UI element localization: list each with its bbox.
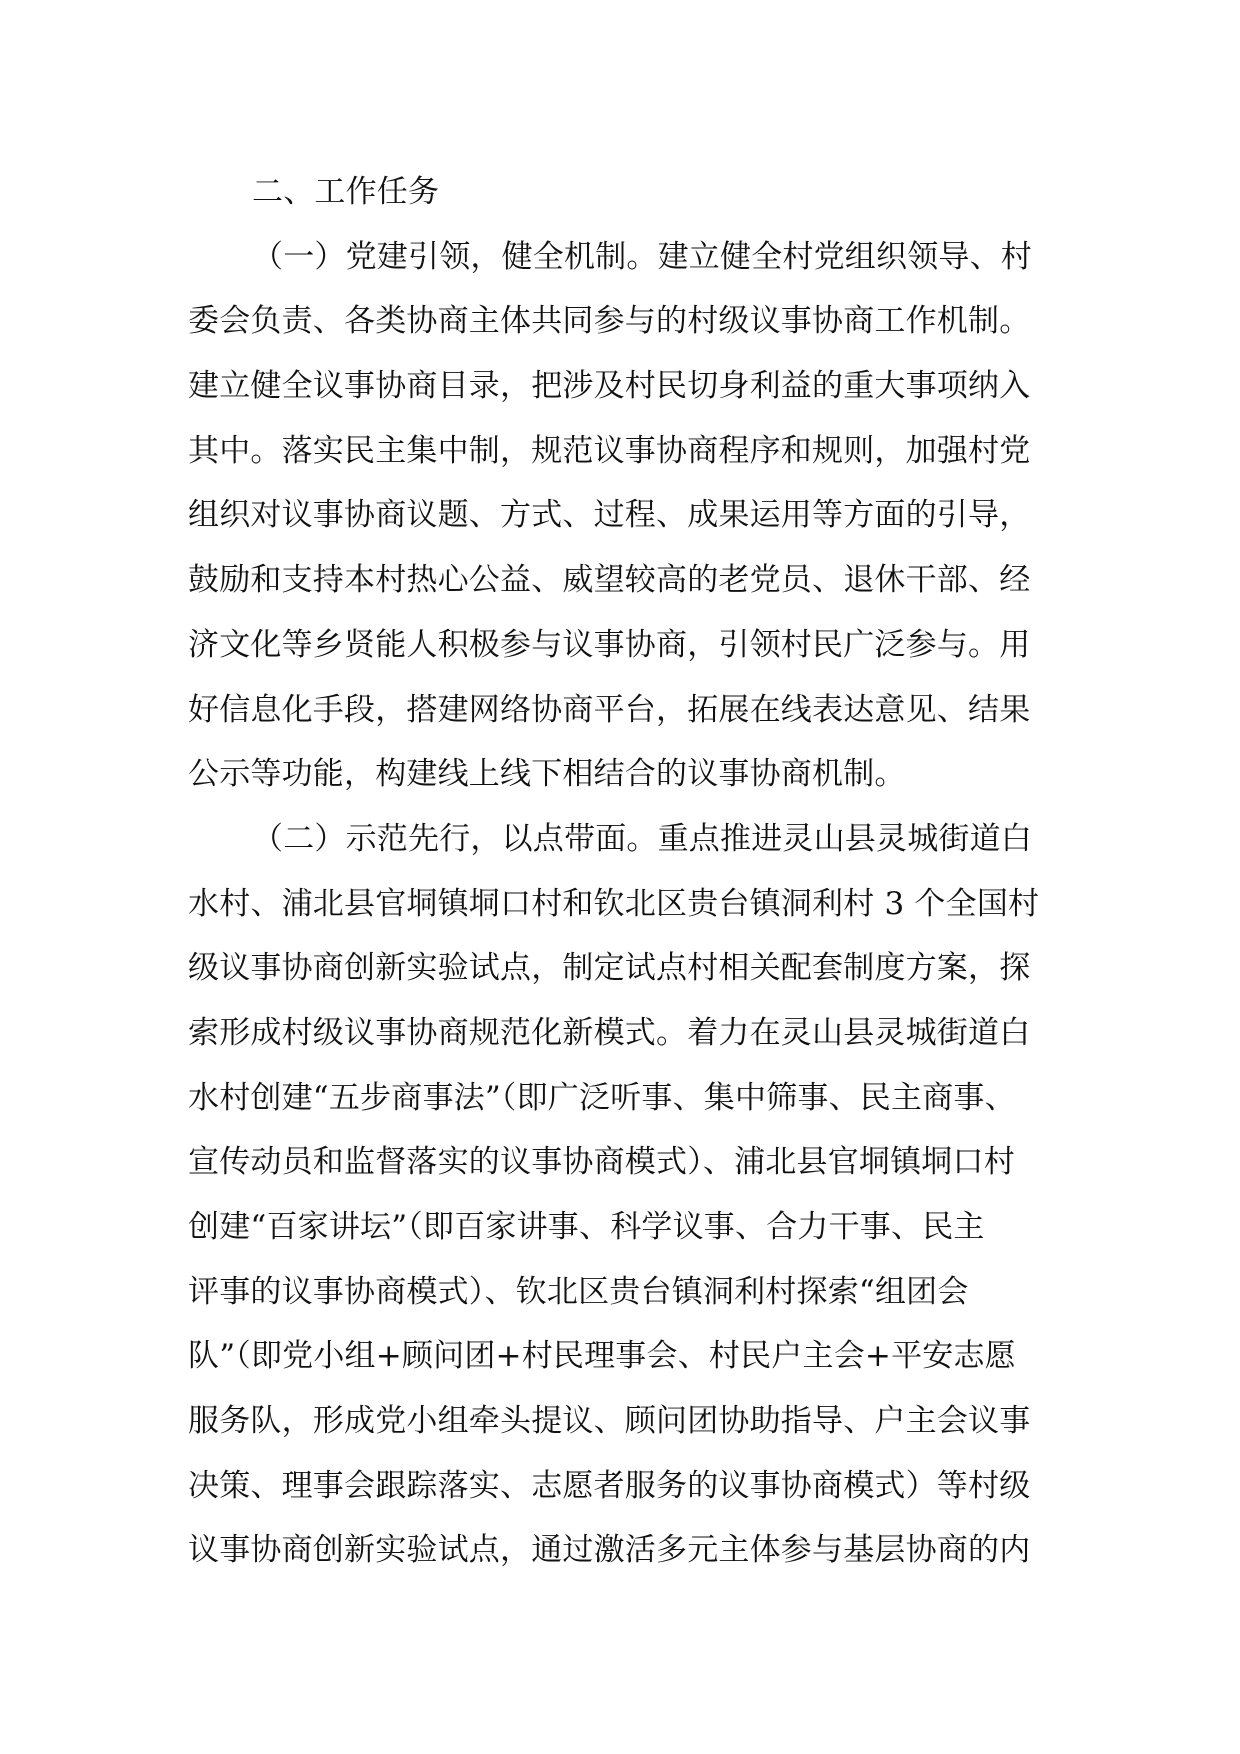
paragraph-line: 公示等功能，构建线上线下相结合的议事协商机制。 [188,756,906,793]
paragraph-line: 创建“百家讲坛”（即百家讲事、科学议事、合力干事、民主 [188,1209,985,1245]
paragraph-line: 决策、理事会跟踪落实、志愿者服务的议事协商模式）等村级 [188,1467,1031,1504]
paragraph-line: 宣传动员和监督落实的议事协商模式）、浦北县官垌镇垌口村 [188,1144,1015,1181]
paragraph-line: 建立健全议事协商目录，把涉及村民切身利益的重大事项纳入 [188,368,1031,405]
paragraph-line: 水村、浦北县官垌镇垌口村和钦北区贵台镇洞利村 3 个全国村 [188,885,1040,922]
section-heading: 二、工作任务 [252,174,440,210]
paragraph-line: 服务队，形成党小组牵头提议、顾问团协助指导、户主会议事 [188,1403,1031,1440]
paragraph-line: 队”（即党小组+顾问团+村民理事会、村民户主会+平安志愿 [188,1338,1016,1375]
document-body [188,160,1054,1583]
paragraph-line: 济文化等乡贤能人积极参与议事协商，引领村民广泛参与。用 [188,626,1031,663]
paragraph-line: 水村创建“五步商事法”（即广泛听事、集中筛事、民主商事、 [188,1079,1016,1116]
paragraph-line: 其中。落实民主集中制，规范议事协商程序和规则，加强村党 [188,432,1031,469]
paragraph-line: （一）党建引领，健全机制。建立健全村党组织领导、村 [252,238,1032,275]
paragraph-line: 索形成村级议事协商规范化新模式。着力在灵山县灵城街道白 [188,1014,1031,1051]
paragraph-line: 鼓励和支持本村热心公益、威望较高的老党员、退休干部、经 [188,562,1031,599]
paragraph-line: 评事的议事协商模式）、钦北区贵台镇洞利村探索“组团会 [188,1273,969,1310]
paragraph-party-leadership [188,225,1054,807]
paragraph-line: 好信息化手段，搭建网络协商平台，拓展在线表达意见、结果 [188,691,1031,728]
paragraph-line: 级议事协商创新实验试点，制定试点村相关配套制度方案，探 [188,950,1031,987]
paragraph-line: 组织对议事协商议题、方式、过程、成果运用等方面的引导， [188,497,1031,534]
paragraph-line: 议事协商创新实验试点，通过激活多元主体参与基层协商的内 [188,1532,1031,1569]
paragraph-line: 委会负责、各类协商主体共同参与的村级议事协商工作机制。 [188,303,1031,340]
paragraph-demonstration-pilot [188,807,1054,1583]
paragraph-line: （二）示范先行，以点带面。重点推进灵山县灵城街道白 [252,820,1032,857]
